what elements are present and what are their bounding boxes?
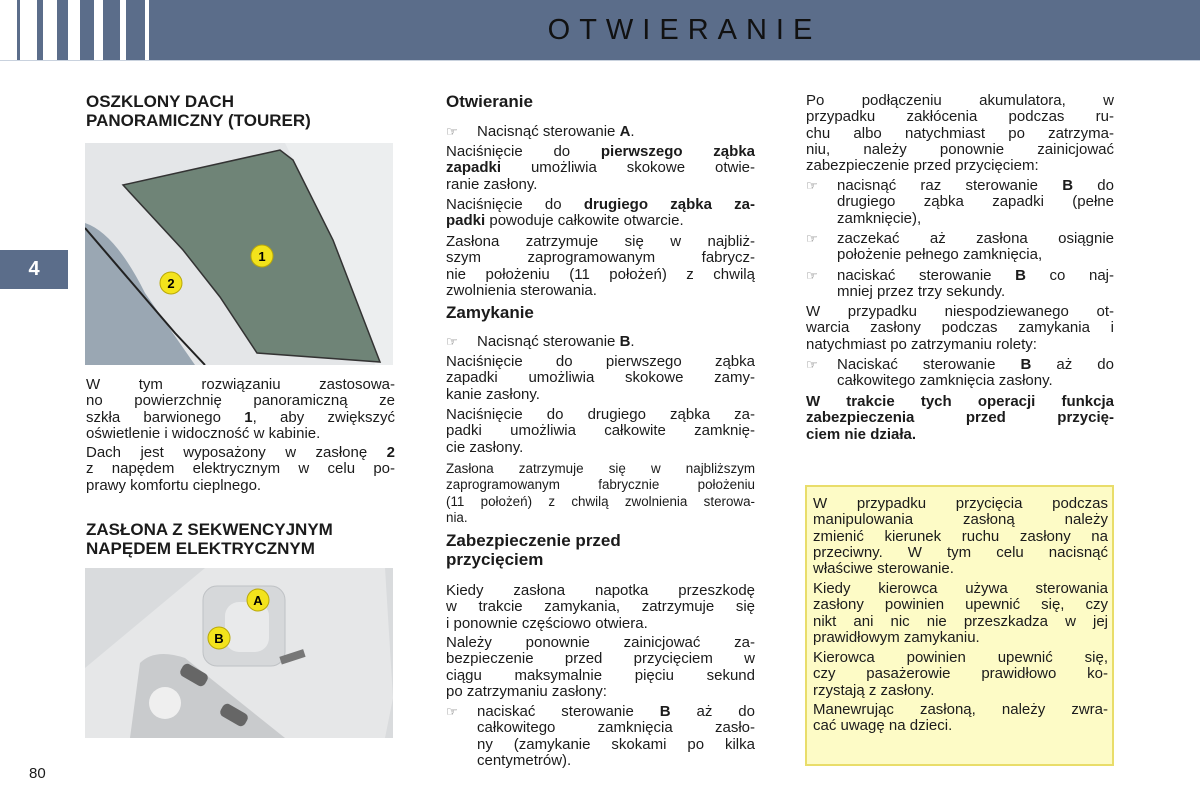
text-line: ZASŁONA Z SEKWENCYJNYM	[86, 520, 333, 539]
text-line: NAPĘDEM ELEKTRYCZNYM	[86, 539, 315, 558]
text: Naciskać sterowanie	[837, 356, 1021, 373]
text: naciskać sterowanie	[837, 267, 1016, 284]
pointing-hand-icon: ☞	[806, 178, 818, 193]
text-line: po zatrzymaniu zasłony:	[446, 682, 607, 700]
text-line: cie zasłony.	[446, 438, 524, 456]
text-line: W tym rozwiązaniu zastosowa-	[86, 376, 395, 393]
text-line	[86, 410, 395, 426]
header-stripe	[37, 0, 43, 60]
text-line: ciągu maksymalnie pięciu sekund	[446, 666, 755, 684]
text-line: mniej przez trzy sekundy.	[837, 283, 1006, 301]
text-line: no powierzchnię panoramiczną ze	[86, 392, 395, 410]
bold-text: drugiego ząbka za-	[583, 196, 755, 213]
text-line: ny (zamykanie skokami po kilka	[477, 735, 755, 753]
header-stripe	[80, 0, 94, 60]
text: aż do	[670, 703, 755, 720]
text-line: rzystają z zasłony.	[813, 681, 935, 699]
text: do	[1073, 177, 1114, 194]
text: aż do	[1031, 356, 1114, 373]
note-paragraph	[813, 496, 1108, 577]
text-line: chu albo natychmiast po zatrzyma-	[806, 124, 1114, 142]
text-line	[446, 213, 755, 229]
paragraph	[446, 234, 755, 299]
svg-text:1: 1	[258, 249, 266, 264]
paragraph	[446, 583, 755, 632]
text-line: PANORAMICZNY (TOURER)	[86, 111, 311, 130]
bold-text: A	[619, 123, 631, 140]
text-line: centymetrów).	[477, 751, 572, 769]
bullet-item	[806, 231, 1114, 264]
text-line: niu, należy ponownie zainicjować	[806, 140, 1114, 158]
svg-text:2: 2	[167, 276, 175, 291]
text-line: Zasłona zatrzymuje się w najbliż-	[446, 233, 755, 250]
header-stripe	[126, 0, 145, 60]
text-line	[806, 427, 1114, 443]
text-line	[477, 334, 755, 350]
text-line: kanie zasłony.	[446, 385, 540, 403]
text-line	[806, 394, 1114, 410]
note-paragraph	[813, 702, 1108, 735]
pointing-hand-icon: ☞	[806, 357, 818, 372]
text-line: cać uwagę na dzieci.	[813, 717, 953, 735]
bold-text: B	[1062, 177, 1074, 194]
pointing-hand-icon: ☞	[446, 334, 458, 349]
text-line: W przypadku przycięcia podczas	[813, 495, 1108, 512]
text-line	[837, 178, 1114, 194]
text-line: warcia zasłony podczas zamykania i	[806, 319, 1114, 337]
text-line: Naciśnięcie do pierwszego ząbka	[446, 353, 755, 370]
text-line: szym zaprogramowanym fabrycz-	[446, 249, 755, 267]
text: .	[630, 333, 635, 350]
text: naciskać sterowanie	[477, 703, 660, 720]
text-line: zwolnienia sterowania.	[446, 281, 597, 299]
text-line: położenie pełnego zamknięcia,	[837, 246, 1043, 264]
callout-badge-2	[160, 272, 182, 294]
text-line: bezpieczenie przed przycięciem w	[446, 650, 755, 668]
bullet-item	[446, 124, 755, 140]
text-line: całkowitego zamknięcia zasłony.	[837, 372, 1053, 390]
text: .	[630, 123, 635, 140]
text-line: Naciśnięcie do drugiego ząbka za-	[446, 406, 755, 423]
text-line: czy pasażerowie prawidłowo ko-	[813, 665, 1108, 683]
bold-text: 1	[244, 408, 253, 426]
paragraph	[806, 93, 1114, 174]
note-paragraph	[813, 581, 1108, 646]
text-line: ranie zasłony.	[446, 175, 538, 193]
text-line: Zabezpieczenie przed	[446, 531, 621, 550]
paragraph	[86, 377, 395, 442]
text-line: zabezpieczenie przed przycięciem:	[806, 157, 1039, 175]
paragraph	[446, 354, 755, 403]
text-line: drugiego ząbka zapadki (pełne	[837, 193, 1114, 211]
text-line	[477, 704, 755, 720]
text-line: nie położeniu (11 położeń) z chwilą	[446, 265, 755, 283]
header-stripe	[17, 0, 20, 60]
text-line: przypadku zakłócenia podczas ru-	[806, 108, 1114, 126]
blind-control-illustration	[85, 568, 393, 738]
text-line: z napędem elektrycznym w celu po-	[86, 460, 395, 478]
text-line: Kiedy zasłona napotka przeszkodę	[446, 582, 755, 599]
text-line: zasłony powinien upewnić się, czy	[813, 596, 1108, 614]
page-title: OTWIERANIE	[547, 13, 822, 46]
bold-text: zapadki	[446, 159, 502, 177]
paragraph	[86, 445, 395, 494]
text-line: i ponownie częściowo otwiera.	[446, 614, 648, 632]
header-stripe	[57, 0, 68, 60]
text: co naj-	[1025, 267, 1114, 284]
text-line: w trakcie zamykania, zatrzymuje się	[446, 598, 755, 616]
text: Nacisnąć sterowanie	[477, 333, 620, 350]
bold-text: B	[1020, 356, 1032, 373]
text: umożliwia skokowe otwie-	[501, 159, 755, 177]
text: Naciśnięcie do	[446, 143, 601, 160]
bullet-item	[806, 268, 1114, 301]
bullet-item	[806, 357, 1114, 390]
text-line	[837, 357, 1114, 373]
text: Naciśnięcie do	[446, 196, 584, 213]
text-line	[837, 268, 1114, 284]
bold-text: B	[1015, 267, 1026, 284]
text: szkła barwionego	[86, 408, 245, 426]
text-line: natychmiast po zatrzymaniu rolety:	[806, 335, 1037, 353]
callout-badge-1	[251, 245, 273, 267]
text-line: Manewrując zasłoną, należy zwra-	[813, 701, 1108, 718]
text-line: nia.	[446, 509, 468, 525]
text-line	[86, 445, 395, 461]
bold-text: ciem nie działa.	[806, 425, 917, 443]
pointing-hand-icon: ☞	[446, 704, 458, 719]
text-line: Kierowca powinien upewnić się,	[813, 649, 1108, 666]
text-line: Po podłączeniu akumulatora, w	[806, 92, 1114, 109]
subheading-closing: Zamykanie	[446, 303, 534, 322]
paragraph	[446, 407, 755, 456]
text-line: właściwe sterowanie.	[813, 560, 954, 578]
lamp-lens	[149, 687, 181, 719]
text-line: manipulowania zasłoną należy	[813, 511, 1108, 529]
bold-text: B	[619, 333, 631, 350]
warning-paragraph	[806, 394, 1114, 443]
text-line: prawidłowym zamykaniu.	[813, 628, 980, 646]
chapter-number: 4	[28, 258, 40, 280]
page-header	[149, 0, 1200, 60]
text-line: padki umożliwia całkowite zamknię-	[446, 422, 755, 440]
subheading-anti-pinch	[446, 531, 756, 569]
text: powoduje całkowite otwarcie.	[485, 212, 684, 230]
bold-text: pierwszego ząbka	[600, 143, 755, 160]
text-line: zamknięcie),	[837, 209, 922, 227]
bold-text: padki	[446, 212, 486, 230]
text-line: nikt ani nic nie przeszkadza w jej	[813, 612, 1108, 630]
bold-text: zabezpieczenia przed przycię-	[806, 409, 1114, 427]
section-heading-panoramic-roof	[86, 92, 396, 130]
text: Dach jest wyposażony w zasłonę	[86, 444, 387, 461]
text-line: OSZKLONY DACH	[86, 92, 234, 111]
paragraph	[446, 144, 755, 193]
text: Nacisnąć sterowanie	[477, 123, 620, 140]
paragraph	[446, 197, 755, 230]
bullet-item	[446, 334, 755, 350]
text-line: przeciwny. W tym celu nacisnąć	[813, 543, 1108, 561]
panoramic-roof-illustration	[85, 143, 393, 365]
text-line: zmienić kierunek ruchu zasłony na	[813, 527, 1108, 545]
bold-text: 2	[386, 444, 395, 461]
callout-badge-b	[208, 627, 230, 649]
text-line: oświetlenie i widoczność w kabinie.	[86, 424, 321, 442]
text-line	[446, 197, 755, 213]
paragraph	[806, 304, 1114, 353]
bold-text: B	[659, 703, 671, 720]
svg-text:A: A	[253, 593, 263, 608]
paragraph-small	[446, 461, 755, 526]
text-line: Należy ponownie zainicjować za-	[446, 634, 755, 651]
callout-badge-a	[247, 589, 269, 611]
text-line: zapadki umożliwia skokowe zamy-	[446, 369, 755, 387]
text-line: W przypadku niespodziewanego ot-	[806, 303, 1114, 320]
text-line: prawy komfortu cieplnego.	[86, 476, 262, 494]
paragraph	[446, 635, 755, 700]
text-line	[806, 410, 1114, 426]
text-line: (11 położeń) z chwilą zwolnienia sterowa-	[446, 493, 755, 509]
chapter-tab[interactable]	[0, 250, 68, 289]
text-line: Kiedy kierowca używa sterowania	[813, 580, 1108, 597]
pointing-hand-icon: ☞	[446, 124, 458, 139]
bold-text: W trakcie tych operacji funkcja	[806, 393, 1114, 410]
header-stripe	[103, 0, 120, 60]
text-line: całkowitego zamknięcia zasło-	[477, 719, 755, 737]
text: , aby zwiększyć	[252, 408, 395, 426]
text-line	[446, 160, 755, 176]
text-line: zaczekać aż zasłona osiągnie	[837, 230, 1114, 247]
text: nacisnąć raz sterowanie	[837, 177, 1063, 194]
section-heading-sequential-blind	[86, 520, 396, 558]
text-line	[446, 144, 755, 160]
text-line	[477, 124, 755, 140]
text-line: zaprogramowanym fabrycznie położeniu	[446, 477, 755, 493]
page-number: 80	[29, 765, 46, 782]
svg-text:B: B	[214, 631, 224, 646]
text-line: Zasłona zatrzymuje się w najbliższym	[446, 461, 755, 476]
pointing-hand-icon: ☞	[806, 231, 818, 246]
note-paragraph	[813, 650, 1108, 699]
bullet-item	[446, 704, 755, 769]
text-line: przycięciem	[446, 550, 544, 569]
subheading-opening: Otwieranie	[446, 92, 533, 111]
header-divider	[0, 60, 1200, 61]
bullet-item	[806, 178, 1114, 227]
pointing-hand-icon: ☞	[806, 268, 818, 283]
